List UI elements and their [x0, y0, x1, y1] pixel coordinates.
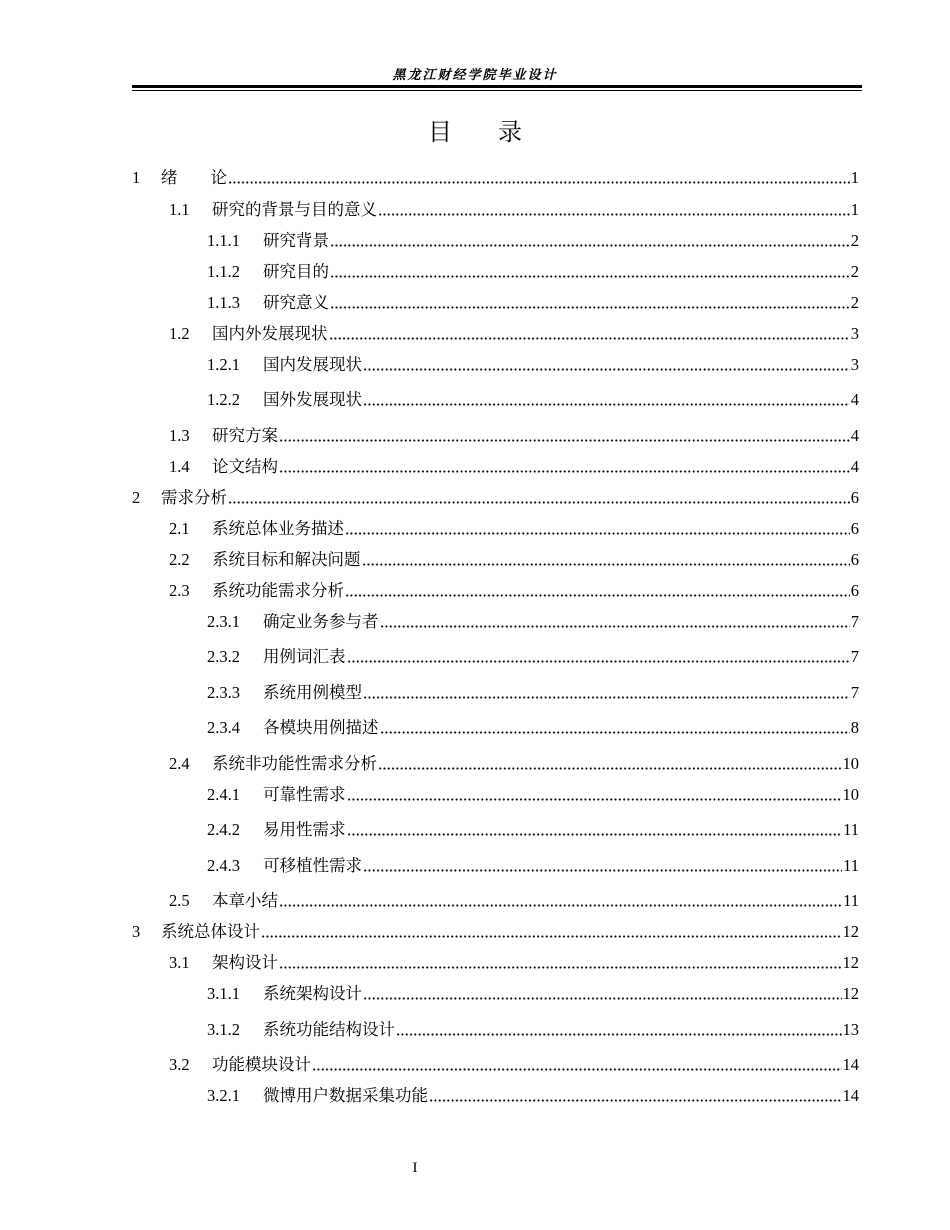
toc-entry[interactable]	[132, 753, 859, 775]
toc-entry-title: 易用性需求	[263, 820, 346, 839]
toc-dot-leader	[330, 306, 850, 309]
toc-entry-number: 3.2	[169, 1055, 190, 1074]
toc-entry-page: 12	[842, 953, 859, 972]
toc-entry-number: 3.1	[169, 953, 190, 972]
toc-entry[interactable]	[132, 230, 859, 252]
toc-entry-number: 1.2.2	[207, 390, 240, 409]
toc-dot-leader	[429, 1099, 842, 1102]
toc-dot-leader	[347, 798, 842, 801]
toc-entry-title: 绪 论	[161, 168, 227, 187]
toc-dot-leader	[347, 833, 843, 836]
toc-entry-page: 7	[850, 612, 859, 631]
toc-entry-title: 用例词汇表	[263, 647, 346, 666]
toc-entry-page: 11	[843, 820, 859, 839]
toc-entry-page: 12	[842, 984, 859, 1003]
toc-entry-page: 13	[842, 1020, 859, 1039]
toc-entry[interactable]	[132, 389, 859, 411]
toc-entry[interactable]	[132, 199, 859, 221]
toc-entry[interactable]	[132, 1054, 859, 1076]
toc-entry-page: 1	[850, 200, 859, 219]
toc-entry-page: 2	[850, 262, 859, 281]
toc-entry[interactable]	[132, 580, 859, 602]
toc-dot-leader	[363, 869, 842, 872]
toc-entry[interactable]	[132, 855, 859, 877]
toc-entry-title: 各模块用例描述	[263, 718, 379, 737]
toc-entry-page: 14	[842, 1055, 859, 1074]
toc-dot-leader	[345, 594, 850, 597]
toc-entry-number: 1.3	[169, 426, 190, 445]
toc-dot-leader	[380, 625, 850, 628]
toc-entry-title: 国内外发展现状	[212, 324, 328, 343]
toc-entry-title: 系统功能结构设计	[263, 1020, 395, 1039]
toc-entry[interactable]	[132, 518, 859, 540]
header-rule-thick	[132, 85, 862, 88]
toc-entry[interactable]	[132, 890, 859, 912]
toc-entry-page: 6	[850, 581, 859, 600]
toc-entry[interactable]	[132, 784, 859, 806]
toc-entry-page: 10	[842, 785, 859, 804]
toc-entry-number: 2.4.3	[207, 856, 240, 875]
toc-entry-number: 2.4.2	[207, 820, 240, 839]
toc-entry-title: 系统目标和解决问题	[212, 550, 361, 569]
toc-entry[interactable]	[132, 549, 859, 571]
toc-entry[interactable]	[132, 646, 859, 668]
toc-entry-title: 系统总体设计	[161, 922, 260, 941]
toc-entry-number: 1.1.2	[207, 262, 240, 281]
toc-entry-number: 2	[132, 488, 141, 507]
toc-entry-number: 3.1.1	[207, 984, 240, 1003]
toc-dot-leader	[279, 439, 850, 442]
toc-entry-page: 4	[850, 426, 859, 445]
toc-entry[interactable]	[132, 261, 859, 283]
toc-entry-title: 系统功能需求分析	[212, 581, 344, 600]
toc-heading: 目录	[428, 120, 568, 146]
toc-entry-number: 2.2	[169, 550, 190, 569]
toc-entry[interactable]	[132, 487, 859, 509]
toc-dot-leader	[363, 403, 850, 406]
toc-entry-page: 3	[850, 324, 859, 343]
toc-entry-page: 6	[850, 519, 859, 538]
toc-entry[interactable]	[132, 323, 859, 345]
toc-dot-leader	[363, 997, 842, 1000]
toc-entry[interactable]	[132, 717, 859, 739]
toc-entry-title: 确定业务参与者	[263, 612, 379, 631]
toc-entry-page: 4	[850, 457, 859, 476]
toc-dot-leader	[363, 368, 850, 371]
toc-entry-page: 6	[850, 488, 859, 507]
toc-entry-number: 1.1.1	[207, 231, 240, 250]
toc-entry[interactable]	[132, 167, 859, 189]
toc-entry-title: 研究背景	[263, 231, 329, 250]
toc-entry-title: 国内发展现状	[263, 355, 362, 374]
toc-entry[interactable]	[132, 819, 859, 841]
running-header: 黑龙江财经学院毕业设计	[392, 67, 558, 82]
toc-entry-title: 架构设计	[212, 953, 278, 972]
toc-entry-page: 12	[842, 922, 859, 941]
toc-entry-page: 3	[850, 355, 859, 374]
toc-entry-number: 1.4	[169, 457, 190, 476]
toc-entry-page: 2	[850, 293, 859, 312]
header-rule-thin	[132, 90, 862, 91]
toc-entry-title: 研究的背景与目的意义	[212, 200, 377, 219]
toc-entry[interactable]	[132, 1019, 859, 1041]
toc-entry-number: 2.5	[169, 891, 190, 910]
toc-entry-number: 2.4	[169, 754, 190, 773]
toc-entry[interactable]	[132, 1085, 859, 1107]
toc-entry[interactable]	[132, 425, 859, 447]
toc-dot-leader	[279, 470, 850, 473]
toc-dot-leader	[330, 244, 850, 247]
toc-dot-leader	[329, 337, 850, 340]
toc-entry[interactable]	[132, 952, 859, 974]
toc-entry-page: 4	[850, 390, 859, 409]
toc-entry-title: 系统用例模型	[263, 683, 362, 702]
toc-entry-title: 功能模块设计	[212, 1055, 311, 1074]
toc-entry[interactable]	[132, 292, 859, 314]
toc-entry[interactable]	[132, 456, 859, 478]
toc-entry-number: 1.1.3	[207, 293, 240, 312]
toc-dot-leader	[261, 935, 842, 938]
toc-entry-title: 研究目的	[263, 262, 329, 281]
toc-entry[interactable]	[132, 921, 859, 943]
toc-entry-page: 11	[843, 891, 859, 910]
toc-entry-number: 2.3.3	[207, 683, 240, 702]
toc-entry-number: 3.1.2	[207, 1020, 240, 1039]
toc-dot-leader	[396, 1033, 842, 1036]
toc-entry-number: 2.3.1	[207, 612, 240, 631]
toc-entry-page: 11	[843, 856, 859, 875]
toc-entry-title: 论文结构	[212, 457, 278, 476]
toc-entry-page: 14	[842, 1086, 859, 1105]
toc-entry-title: 系统总体业务描述	[212, 519, 344, 538]
toc-entry-title: 可靠性需求	[263, 785, 346, 804]
toc-entry-page: 6	[850, 550, 859, 569]
toc-dot-leader	[330, 275, 850, 278]
toc-entry-title: 研究意义	[263, 293, 329, 312]
toc-dot-leader	[228, 181, 850, 184]
toc-entry-title: 微博用户数据采集功能	[263, 1086, 428, 1105]
toc-dot-leader	[378, 767, 842, 770]
toc-dot-leader	[345, 532, 850, 535]
toc-entry-title: 需求分析	[161, 488, 227, 507]
toc-entry-page: 1	[850, 168, 859, 187]
toc-dot-leader	[347, 660, 850, 663]
toc-entry-number: 2.4.1	[207, 785, 240, 804]
toc-entry-page: 2	[850, 231, 859, 250]
toc-entry-number: 1.2.1	[207, 355, 240, 374]
toc-entry-number: 2.3	[169, 581, 190, 600]
toc-entry-number: 3	[132, 922, 141, 941]
toc-entry-number: 1.2	[169, 324, 190, 343]
toc-entry[interactable]	[132, 983, 859, 1005]
toc-entry-number: 1	[132, 168, 141, 187]
toc-entry[interactable]	[132, 354, 859, 376]
toc-dot-leader	[380, 731, 850, 734]
toc-entry-number: 3.2.1	[207, 1086, 240, 1105]
toc-dot-leader	[378, 213, 850, 216]
toc-entry-title: 国外发展现状	[263, 390, 362, 409]
footer-page-number: I	[412, 1160, 418, 1176]
toc-dot-leader	[228, 501, 850, 504]
toc-entry-number: 1.1	[169, 200, 190, 219]
toc-entry-title: 系统非功能性需求分析	[212, 754, 377, 773]
toc-entry-title: 可移植性需求	[263, 856, 362, 875]
toc-entry[interactable]	[132, 611, 859, 633]
toc-entry-title: 研究方案	[212, 426, 278, 445]
toc-entry-number: 2.3.4	[207, 718, 240, 737]
toc-dot-leader	[279, 904, 842, 907]
toc-dot-leader	[363, 696, 850, 699]
toc-entry-number: 2.3.2	[207, 647, 240, 666]
toc-dot-leader	[279, 966, 842, 969]
toc-entry-number: 2.1	[169, 519, 190, 538]
toc-dot-leader	[362, 563, 850, 566]
toc-entry-page: 10	[842, 754, 859, 773]
toc-entry[interactable]	[132, 682, 859, 704]
toc-entry-page: 7	[850, 683, 859, 702]
toc-dot-leader	[312, 1068, 842, 1071]
toc-entry-title: 本章小结	[212, 891, 278, 910]
toc-entry-page: 7	[850, 647, 859, 666]
toc-entry-page: 8	[850, 718, 859, 737]
toc-entry-title: 系统架构设计	[263, 984, 362, 1003]
